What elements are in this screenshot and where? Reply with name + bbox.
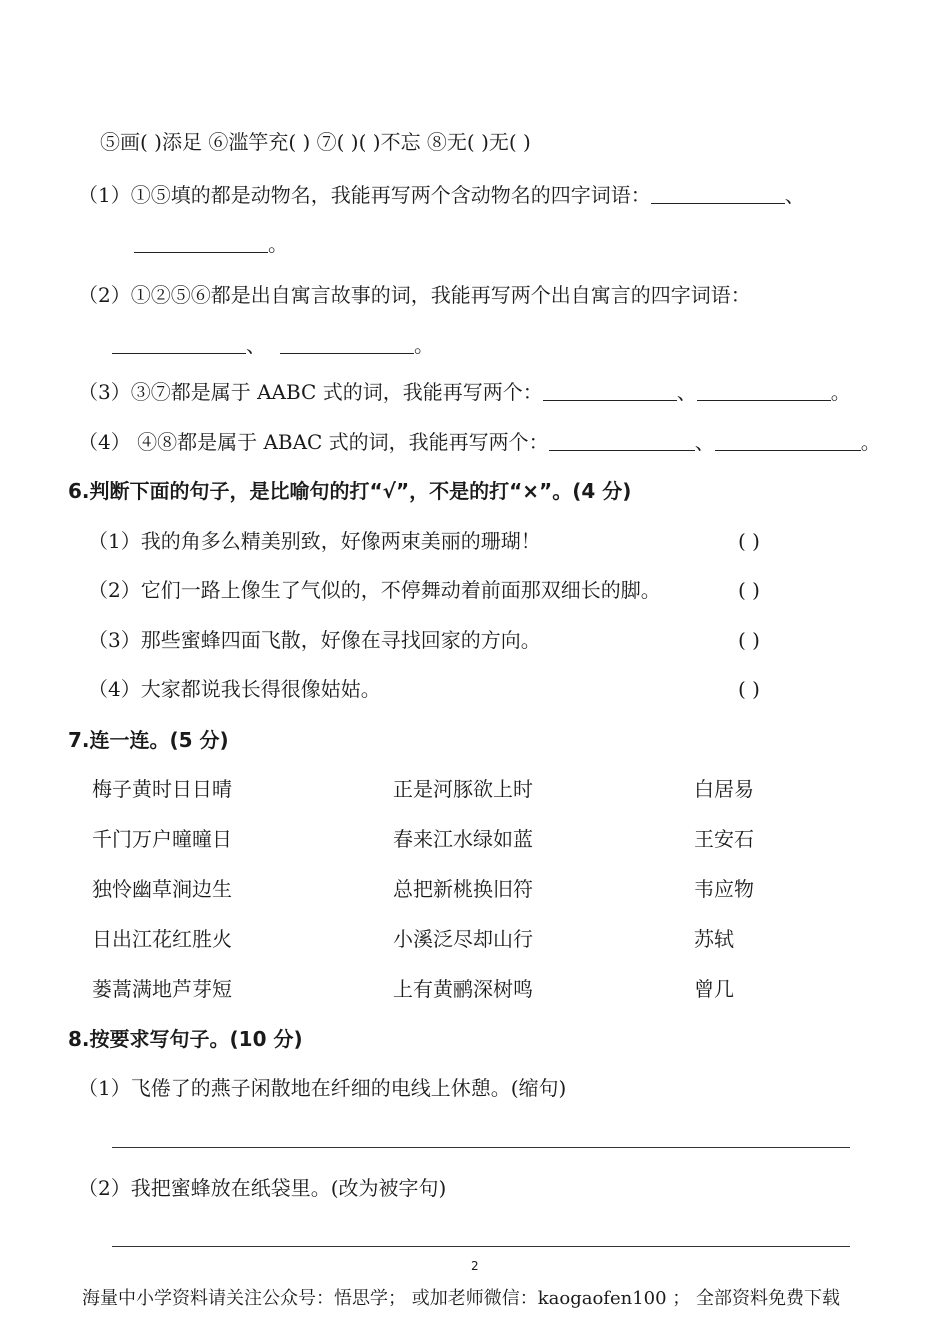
q5-sub-2-text: （2）①②⑤⑥都是出自寓言故事的词，我能再写两个出自寓言的四字词语： [78,283,751,307]
poem-line-a-5[interactable]: 蒌蒿满地芦芽短 [92,977,232,1001]
separator: 、 [676,380,697,404]
poem-line-b-4[interactable]: 小溪泛尽却山行 [393,927,533,951]
poem-line-b-3[interactable]: 总把新桃换旧符 [393,877,533,901]
footer-note: 海量中小学资料请关注公众号：悟思学； 或加老师微信：kaogaofen100 ； 全部资料免费下载 [82,1288,840,1309]
period: 。 [268,232,288,256]
q5-sub-4 [78,428,881,456]
q5-word-line [100,128,531,156]
q7-heading: 7.连一连。(5 分) [68,728,229,752]
poem-line-a-2[interactable]: 千门万户曈曈日 [92,827,232,851]
q6-item-3: （3）那些蜜蜂四面飞散，好像在寻找回家的方向。 [88,628,541,652]
q5-sub-1-text: （1）①⑤填的都是动物名，我能再写两个含动物名的四字词语： [78,183,651,207]
q5-sub-3 [78,378,851,406]
q6-answer-2[interactable]: ( ) [738,578,760,602]
period: 。 [860,430,881,454]
q5-sub-2-cont [112,331,434,359]
poet-5[interactable]: 曾几 [694,977,734,1001]
q6-answer-3[interactable]: ( ) [738,628,760,652]
poem-line-a-4[interactable]: 日出江花红胜火 [92,927,232,951]
separator: 、 [694,430,715,454]
answer-blank[interactable] [715,430,861,451]
poem-line-b-5[interactable]: 上有黄鹂深树鸣 [393,977,533,1001]
q6-item-1: （1）我的角多么精美别致，好像两束美丽的珊瑚！ [88,529,541,553]
q8-heading: 8.按要求写句子。(10 分) [68,1027,303,1051]
q8-item-2: （2）我把蜜蜂放在纸袋里。(改为被字句) [78,1176,447,1200]
poem-line-b-1[interactable]: 正是河豚欲上时 [393,777,533,801]
page-number: 2 [471,1259,479,1273]
answer-blank[interactable] [134,232,268,253]
q5-sub-4-text: （4） ④⑧都是属于 ABAC 式的词，我能再写两个： [78,430,549,454]
q5-sub-2 [78,281,751,309]
poet-1[interactable]: 白居易 [694,777,754,801]
q5-sub-3-text: （3）③⑦都是属于 AABC 式的词，我能再写两个： [78,380,543,404]
answer-blank[interactable] [697,380,831,401]
answer-blank[interactable] [280,333,414,354]
q8-answer-line-1[interactable] [112,1147,850,1148]
separator: 、 [246,333,266,357]
poet-3[interactable]: 韦应物 [694,877,754,901]
poem-line-b-2[interactable]: 春来江水绿如蓝 [393,827,533,851]
q5-sub-1-cont [134,230,288,258]
answer-blank[interactable] [543,380,677,401]
q6-answer-4[interactable]: ( ) [738,677,760,701]
period: 。 [414,333,434,357]
q6-heading: 6.判断下面的句子，是比喻句的打“√”，不是的打“×”。(4 分) [68,479,632,503]
q8-answer-line-2[interactable] [112,1246,850,1247]
answer-blank[interactable] [549,430,695,451]
answer-blank[interactable] [112,333,246,354]
q6-answer-1[interactable]: ( ) [738,529,760,553]
period: 。 [830,380,851,404]
answer-blank[interactable] [651,183,785,204]
poem-line-a-3[interactable]: 独怜幽草涧边生 [92,877,232,901]
poet-4[interactable]: 苏轼 [694,927,734,951]
q6-item-4: （4）大家都说我长得很像姑姑。 [88,677,381,701]
separator: 、 [784,183,805,207]
q5-word-text: ⑤画( )添足 ⑥滥竽充( ) ⑦( )( )不忘 ⑧无( )无( ) [100,130,531,154]
q5-sub-1 [78,181,805,209]
q6-item-2: （2）它们一路上像生了气似的，不停舞动着前面那双细长的脚。 [88,578,661,602]
poet-2[interactable]: 王安石 [694,827,754,851]
poem-line-a-1[interactable]: 梅子黄时日日晴 [92,777,232,801]
q8-item-1: （1）飞倦了的燕子闲散地在纤细的电线上休憩。(缩句) [78,1076,567,1100]
